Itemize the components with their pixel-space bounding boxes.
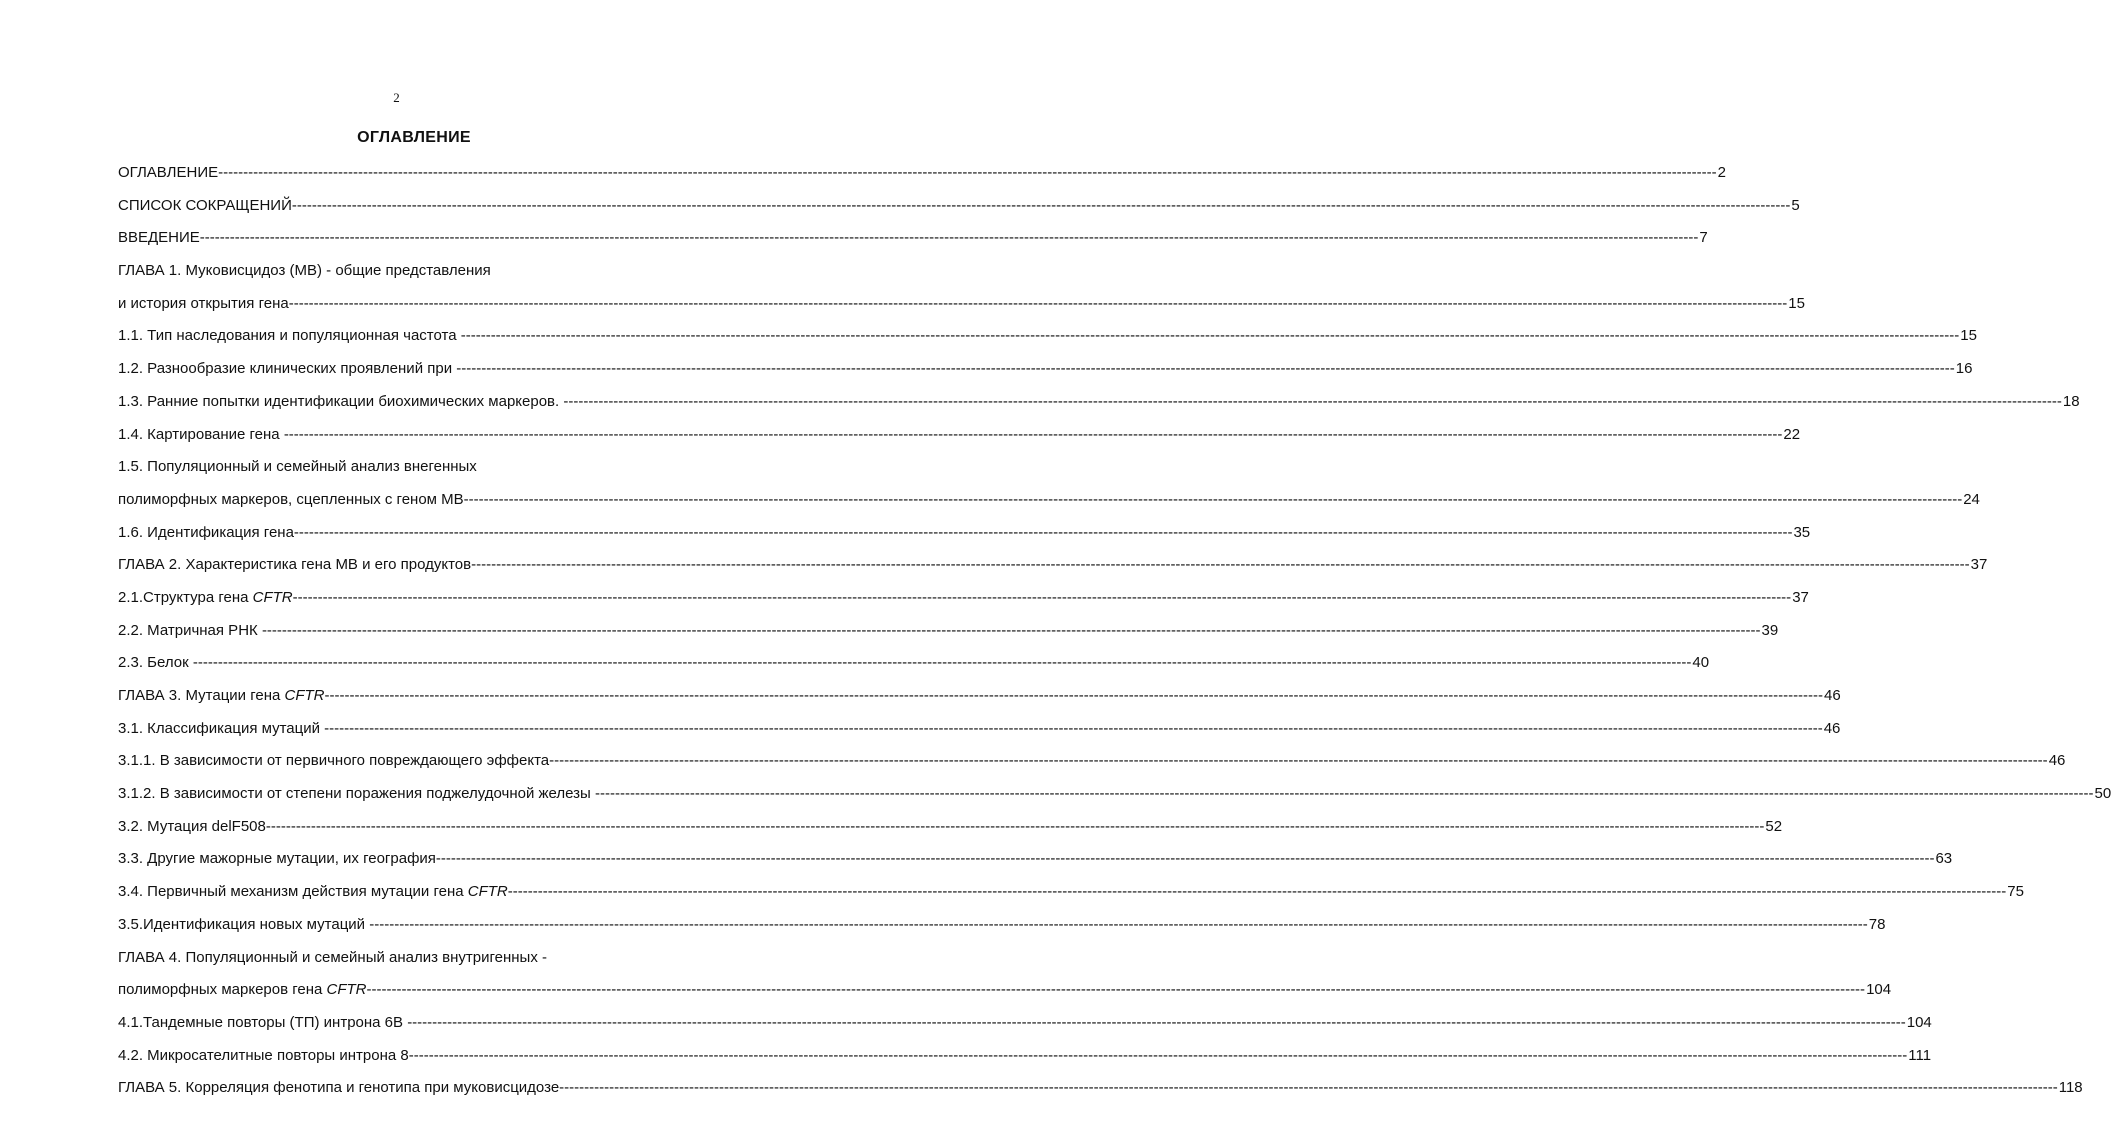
toc-entry-page-number: 5 xyxy=(1791,196,1800,214)
toc-entry-page-number: 37 xyxy=(1792,588,1809,606)
toc-entry-text: 3.2. Мутация delF508 xyxy=(118,817,266,835)
toc-entry xyxy=(118,811,1783,844)
toc-entry-text: ВВЕДЕНИЕ xyxy=(118,229,200,247)
toc-leader-dashes: ------------------------------------------------------------------------------------------------------------------------------------------------------------------------------------------------------------------------------------------------------------------------------------------------------------ xyxy=(291,196,1791,214)
toc-entry xyxy=(118,876,2024,909)
toc-entry xyxy=(118,974,1892,1007)
toc-entry-title xyxy=(118,484,1962,517)
toc-entry-page-number: 46 xyxy=(1824,687,1841,704)
toc-entry-page-number: 52 xyxy=(1765,817,1783,835)
toc-leader-dashes: ------------------------------------------------------------------------------------------------------------------------------------------------------------------------------------------------------------------------------------------------------------------------------------------------------------ xyxy=(369,915,1868,933)
toc-entry-title xyxy=(118,680,1823,713)
toc-entry-page-number: 2 xyxy=(1717,164,1726,181)
toc-leader-dashes: ------------------------------------------------------------------------------------------------------------------------------------------------------------------------------------------------------------------------------------------------------------------------------------------------------------ xyxy=(192,654,1692,672)
toc-entry-text: СПИСОК СОКРАЩЕНИЙ xyxy=(118,196,292,214)
toc-entry-text: 3.3. Другие мажорные мутации, их география xyxy=(118,850,436,868)
toc-entry-title xyxy=(118,909,1868,942)
toc-entry xyxy=(118,320,1977,353)
toc-leader-dashes: ------------------------------------------------------------------------------------------------------------------------------------------------------------------------------------------------------------------------------------------------------------------------------------------------------------ xyxy=(456,360,1955,378)
toc-leader-dashes: ------------------------------------------------------------------------------------------------------------------------------------------------------------------------------------------------------------------------------------------------------------------------------------------------------------ xyxy=(199,229,1699,247)
toc-entry xyxy=(118,942,708,975)
toc-entry xyxy=(118,909,1886,942)
toc-entry-text: ГЛАВА 2. Характеристика гена МВ и его продуктов xyxy=(118,556,472,574)
toc-entry-page-number: 78 xyxy=(1868,915,1886,933)
toc-leader-dashes: ------------------------------------------------------------------------------------------------------------------------------------------------------------------------------------------------------------------------------------------------------------------------------------------------------------ xyxy=(283,425,1783,443)
toc-leader-dashes: ------------------------------------------------------------------------------------------------------------------------------------------------------------------------------------------------------------------------------------------------------------------------------------------------------------ xyxy=(549,752,2048,770)
toc-entry xyxy=(118,745,2066,778)
toc-entry-text: 1.4. Картирование гена xyxy=(118,425,284,443)
toc-entry-title xyxy=(118,582,1791,615)
toc-entry-text: и история открытия гена xyxy=(118,294,289,312)
toc-entry-text: 2.2. Матричная РНК xyxy=(118,621,262,639)
toc-entry xyxy=(118,680,1841,713)
toc-entry-title xyxy=(118,222,1698,255)
toc-leader-dashes: ------------------------------------------------------------------------------------------------------------------------------------------------------------------------------------------------------------------------------------------------------------------------------------------------------------ xyxy=(559,1079,2058,1097)
toc-leader-dashes: ------------------------------------------------------------------------------------------------------------------------------------------------------------------------------------------------------------------------------------------------------------------------------------------------------------ xyxy=(288,294,1788,312)
toc-entry-gene-name: CFTR xyxy=(326,981,367,999)
toc-entry-text: полиморфных маркеров гена xyxy=(118,981,327,999)
toc-leader-dashes: ------------------------------------------------------------------------------------------------------------------------------------------------------------------------------------------------------------------------------------------------------------------------------------------------------------ xyxy=(407,1013,1906,1031)
toc-entry-page-number: 50 xyxy=(2094,785,2111,803)
toc-entry-page-number: 118 xyxy=(2058,1079,2083,1097)
toc-entry xyxy=(118,615,1779,648)
toc-entry xyxy=(118,713,1841,746)
toc-entry-text: 1.3. Ранние попытки идентификации биохимических маркеров. xyxy=(118,392,564,410)
toc-leader-dashes: ------------------------------------------------------------------------------------------------------------------------------------------------------------------------------------------------------------------------------------------------------------------------------------------------------------ xyxy=(507,883,2007,901)
toc-entry-title xyxy=(118,713,1823,746)
toc-entry-text: 1.6. Идентификация гена xyxy=(118,523,294,541)
toc-entry xyxy=(118,582,1809,615)
toc-entry-title xyxy=(118,647,1691,680)
toc-entry-title xyxy=(118,745,2048,778)
toc-leader-dashes: ------------------------------------------------------------------------------------------------------------------------------------------------------------------------------------------------------------------------------------------------------------------------------------------------------------ xyxy=(408,1046,1908,1064)
toc-entry-title xyxy=(118,942,708,975)
toc-leader-dashes: ------------------------------------------------------------------------------------------------------------------------------------------------------------------------------------------------------------------------------------------------------------------------------------------------------------ xyxy=(265,817,1765,835)
toc-entry-title xyxy=(118,1007,1906,1040)
toc-entry xyxy=(118,484,1980,517)
toc-entry-page-number: 104 xyxy=(1906,1013,1932,1031)
toc-entry-text: 3.1.1. В зависимости от первичного повреждающего эффекта xyxy=(118,752,550,770)
toc-entry-text: 3.1. Классификация мутаций xyxy=(118,719,325,737)
toc-entry-title xyxy=(118,419,1782,452)
toc-entry-text: 3.4. Первичный механизм действия мутации гена xyxy=(118,883,468,901)
toc-entry-page-number: 35 xyxy=(1793,523,1811,541)
toc-entry-title xyxy=(118,615,1760,648)
toc-entry-page-number: 39 xyxy=(1761,621,1779,639)
toc-leader-dashes: ------------------------------------------------------------------------------------------------------------------------------------------------------------------------------------------------------------------------------------------------------------------------------------------------------------ xyxy=(471,556,1970,574)
toc-entry xyxy=(118,386,2080,419)
toc-entry-title xyxy=(118,1040,1907,1073)
toc-entry-page-number: 46 xyxy=(2048,752,2066,770)
toc-entry-gene-name: CFTR xyxy=(467,883,508,901)
toc-entry-text: ГЛАВА 1. Муковисцидоз (МВ) - общие представления xyxy=(118,262,491,280)
toc-entry-text: 1.5. Популяционный и семейный анализ внегенных xyxy=(118,458,477,476)
toc-entry-page-number: 111 xyxy=(1908,1046,1932,1064)
toc-entry-title xyxy=(118,288,1787,321)
toc-entry-gene-name: CFTR xyxy=(252,588,293,606)
toc-entry xyxy=(118,419,1801,452)
toc-entry-page-number: 104 xyxy=(1866,981,1892,999)
toc-entry-page-number: 37 xyxy=(1970,556,1988,574)
toc-entry-text: 2.3. Белок xyxy=(118,654,193,672)
toc-entry xyxy=(118,1007,1932,1040)
toc-entry-title xyxy=(118,255,708,288)
toc-leader-dashes: ------------------------------------------------------------------------------------------------------------------------------------------------------------------------------------------------------------------------------------------------------------------------------------------------------------ xyxy=(460,327,1960,345)
toc-leader-dashes: ------------------------------------------------------------------------------------------------------------------------------------------------------------------------------------------------------------------------------------------------------------------------------------------------------------ xyxy=(292,588,1792,606)
toc-entry-text: 2.1.Структура гена xyxy=(118,588,253,606)
toc-entry xyxy=(118,517,1811,550)
toc-entry-title xyxy=(118,876,2006,909)
toc-entry-page-number: 40 xyxy=(1692,654,1710,672)
toc-entry xyxy=(118,451,708,484)
toc-entry-title xyxy=(118,974,1865,1007)
toc-leader-dashes: ------------------------------------------------------------------------------------------------------------------------------------------------------------------------------------------------------------------------------------------------------------------------------------------------------------ xyxy=(324,687,1824,704)
toc-entry-page-number: 18 xyxy=(2062,392,2080,410)
toc-entry-text: 4.2. Микросателитные повторы интрона 8 xyxy=(118,1046,409,1064)
toc-entry-title xyxy=(118,386,2062,419)
toc-entry-title xyxy=(118,353,1955,386)
toc-entry xyxy=(118,549,1988,582)
table-of-contents xyxy=(118,157,2111,1105)
toc-leader-dashes: ------------------------------------------------------------------------------------------------------------------------------------------------------------------------------------------------------------------------------------------------------------------------------------------------------------ xyxy=(435,850,1935,868)
toc-entry-text: 1.1. Тип наследования и популяционная частота xyxy=(118,327,461,345)
toc-entry-page-number: 46 xyxy=(1823,719,1841,737)
toc-leader-dashes: ------------------------------------------------------------------------------------------------------------------------------------------------------------------------------------------------------------------------------------------------------------------------------------------------------------ xyxy=(595,785,2094,803)
toc-entry-title xyxy=(118,451,708,484)
toc-leader-dashes: ------------------------------------------------------------------------------------------------------------------------------------------------------------------------------------------------------------------------------------------------------------------------------------------------------------ xyxy=(463,490,1963,508)
toc-entry xyxy=(118,353,1973,386)
toc-title: ОГЛАВЛЕНИЕ xyxy=(357,129,471,146)
toc-entry-title xyxy=(118,320,1959,353)
toc-leader-dashes: ------------------------------------------------------------------------------------------------------------------------------------------------------------------------------------------------------------------------------------------------------------------------------------------------------------ xyxy=(261,621,1761,639)
toc-entry-text: ГЛАВА 5. Корреляция фенотипа и генотипа при муковисцидозе xyxy=(118,1079,560,1097)
toc-entry-page-number: 15 xyxy=(1960,327,1977,345)
toc-entry xyxy=(118,255,708,288)
toc-leader-dashes: ------------------------------------------------------------------------------------------------------------------------------------------------------------------------------------------------------------------------------------------------------------------------------------------------------------ xyxy=(324,719,1823,737)
toc-entry xyxy=(118,222,1708,255)
toc-entry xyxy=(118,288,1805,321)
toc-entry-title xyxy=(118,811,1764,844)
toc-entry-title xyxy=(118,549,1970,582)
toc-entry-text: 3.1.2. В зависимости от степени поражения поджелудочной железы xyxy=(118,785,595,803)
toc-entry-text: ГЛАВА 3. Мутации гена xyxy=(118,687,285,704)
toc-leader-dashes: ------------------------------------------------------------------------------------------------------------------------------------------------------------------------------------------------------------------------------------------------------------------------------------------------------------ xyxy=(293,523,1793,541)
toc-entry-page-number: 75 xyxy=(2007,883,2024,901)
toc-entry xyxy=(118,1040,1932,1073)
toc-entry-title xyxy=(118,157,1717,190)
toc-entry-text: 1.2. Разнообразие клинических проявлений при xyxy=(118,360,457,378)
toc-entry xyxy=(118,190,1800,223)
toc-entry-title xyxy=(118,1072,2058,1105)
toc-entry-page-number: 24 xyxy=(1963,490,1980,508)
toc-entry xyxy=(118,778,2111,811)
toc-entry-text: ОГЛАВЛЕНИЕ xyxy=(118,164,219,181)
toc-entry-text: полиморфных маркеров, сцепленных с геном МВ xyxy=(118,490,464,508)
toc-entry xyxy=(118,843,1953,876)
page-number: 2 xyxy=(393,90,400,105)
toc-leader-dashes: ------------------------------------------------------------------------------------------------------------------------------------------------------------------------------------------------------------------------------------------------------------------------------------------------------------ xyxy=(563,392,2062,410)
toc-entry-title xyxy=(118,843,1934,876)
toc-entry-text: ГЛАВА 4. Популяционный и семейный анализ внутригенных - xyxy=(118,948,548,966)
toc-entry-page-number: 22 xyxy=(1783,425,1801,443)
toc-entry-text: 3.5.Идентификация новых мутаций xyxy=(118,915,370,933)
toc-entry-page-number: 16 xyxy=(1955,360,1973,378)
toc-entry-title xyxy=(118,778,2094,811)
toc-entry-page-number: 7 xyxy=(1699,229,1708,247)
toc-entry-page-number: 63 xyxy=(1935,850,1953,868)
toc-entry-gene-name: CFTR xyxy=(284,687,325,704)
toc-entry-page-number: 15 xyxy=(1788,294,1805,312)
toc-leader-dashes: ------------------------------------------------------------------------------------------------------------------------------------------------------------------------------------------------------------------------------------------------------------------------------------------------------------ xyxy=(218,164,1717,181)
toc-entry-title xyxy=(118,190,1790,223)
toc-leader-dashes: ------------------------------------------------------------------------------------------------------------------------------------------------------------------------------------------------------------------------------------------------------------------------------------------------------------ xyxy=(366,981,1866,999)
toc-entry xyxy=(118,647,1710,680)
toc-entry-title xyxy=(118,517,1792,550)
toc-entry xyxy=(118,157,1726,190)
toc-entry-text: 4.1.Тандемные повторы (ТП) интрона 6В xyxy=(118,1013,408,1031)
toc-entry xyxy=(118,1072,2083,1105)
